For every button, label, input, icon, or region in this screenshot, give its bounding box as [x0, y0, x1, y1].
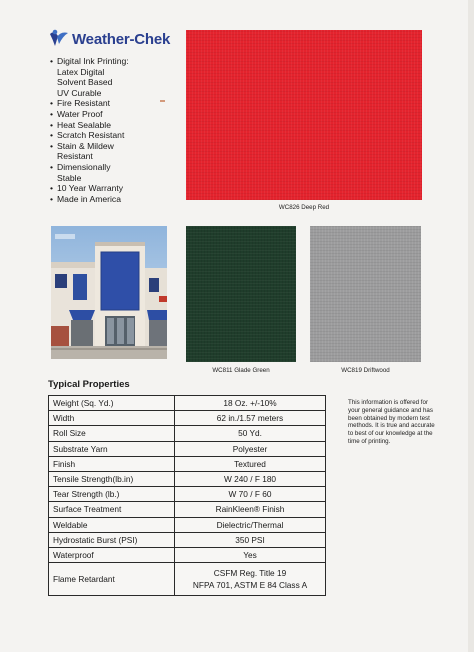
- property-name: Width: [49, 411, 175, 426]
- property-name: Tear Strength (lb.): [49, 487, 175, 502]
- table-row: [49, 547, 326, 562]
- swatch-caption-glade-green: WC811 Glade Green: [212, 367, 270, 374]
- table-row: [49, 441, 326, 456]
- feature-item: [50, 109, 185, 120]
- feature-sub: Resistant: [57, 151, 93, 162]
- feature-item: [50, 183, 185, 194]
- property-value: [175, 563, 326, 596]
- swatch-caption-driftwood: WC819 Driftwood: [341, 367, 390, 374]
- property-value-line: CSFM Reg. Title 19: [213, 568, 287, 579]
- property-name: Weight (Sq. Yd.): [49, 396, 175, 411]
- properties-title: Typical Properties: [48, 379, 130, 390]
- table-row: [49, 411, 326, 426]
- feature-sub: UV Curable: [57, 87, 102, 98]
- table-row: [49, 532, 326, 547]
- feature-label: Water Proof: [57, 108, 103, 119]
- property-name: Surface Treatment: [49, 502, 175, 517]
- swatch-caption-deep-red: WC826 Deep Red: [278, 204, 330, 211]
- feature-sub: Solvent Based: [57, 77, 113, 88]
- feature-item: [50, 194, 185, 205]
- storefront-awning-photo: [51, 226, 167, 359]
- feature-label: Heat Sealable: [57, 119, 111, 130]
- properties-table: [48, 395, 326, 596]
- property-value: Polyester: [175, 441, 326, 456]
- feature-item: [50, 120, 185, 131]
- feature-label: Digital Ink Printing:: [57, 56, 129, 66]
- table-row: [49, 517, 326, 532]
- table-row: [49, 563, 326, 596]
- property-value: 50 Yd.: [175, 426, 326, 441]
- property-name: Tensile Strength(lb.in): [49, 471, 175, 486]
- weather-chek-logo-icon: [48, 28, 70, 50]
- property-name: Waterproof: [49, 547, 175, 562]
- property-name: Finish: [49, 456, 175, 471]
- property-value-line: NFPA 701, ASTM E 84 Class A: [192, 580, 308, 591]
- property-name: Roll Size: [49, 426, 175, 441]
- property-value: RainKleen® Finish: [175, 502, 326, 517]
- feature-item: [50, 141, 185, 162]
- property-name: Weldable: [49, 517, 175, 532]
- feature-label: Made in America: [57, 193, 122, 204]
- feature-label: 10 Year Warranty: [57, 183, 124, 194]
- feature-sub: Stable: [57, 172, 82, 183]
- property-value: Textured: [175, 456, 326, 471]
- page-edge: [468, 0, 474, 652]
- table-row: [49, 426, 326, 441]
- feature-item: [50, 130, 185, 141]
- property-value: 18 Oz. +/-10%: [175, 396, 326, 411]
- property-name: Flame Retardant: [49, 563, 175, 596]
- brand-name: Weather-Chek: [72, 30, 171, 48]
- brand-logo: [48, 28, 170, 50]
- table-row: [49, 487, 326, 502]
- table-row: [49, 502, 326, 517]
- property-value: 62 in./1.57 meters: [175, 411, 326, 426]
- property-value: Yes: [175, 547, 326, 562]
- property-name: Hydrostatic Burst (PSI): [49, 532, 175, 547]
- feature-sub: Latex Digital: [57, 66, 105, 77]
- feature-label: Dimensionally: [57, 161, 111, 172]
- feature-item: [50, 56, 185, 98]
- swatch-deep-red: [186, 30, 422, 200]
- property-value: W 240 / F 180: [175, 471, 326, 486]
- feature-item: [50, 98, 185, 109]
- table-row: [49, 396, 326, 411]
- feature-item: [50, 162, 185, 183]
- feature-list: [50, 56, 185, 204]
- table-row: [49, 471, 326, 486]
- feature-label: Scratch Resistant: [57, 130, 125, 141]
- property-name: Substrate Yarn: [49, 441, 175, 456]
- property-value: 350 PSI: [175, 532, 326, 547]
- property-value: Dielectric/Thermal: [175, 517, 326, 532]
- swatch-glade-green: [186, 226, 296, 362]
- property-value: W 70 / F 60: [175, 487, 326, 502]
- swatch-driftwood: [310, 226, 421, 362]
- feature-label: Fire Resistant: [57, 98, 111, 109]
- feature-label: Stain & Mildew: [57, 140, 114, 151]
- disclaimer-note: This information is offered for your general guidance and has been obtained by modern test methods. It is true and accurate to best of our knowledge at the time of printing.: [348, 399, 435, 445]
- table-row: [49, 456, 326, 471]
